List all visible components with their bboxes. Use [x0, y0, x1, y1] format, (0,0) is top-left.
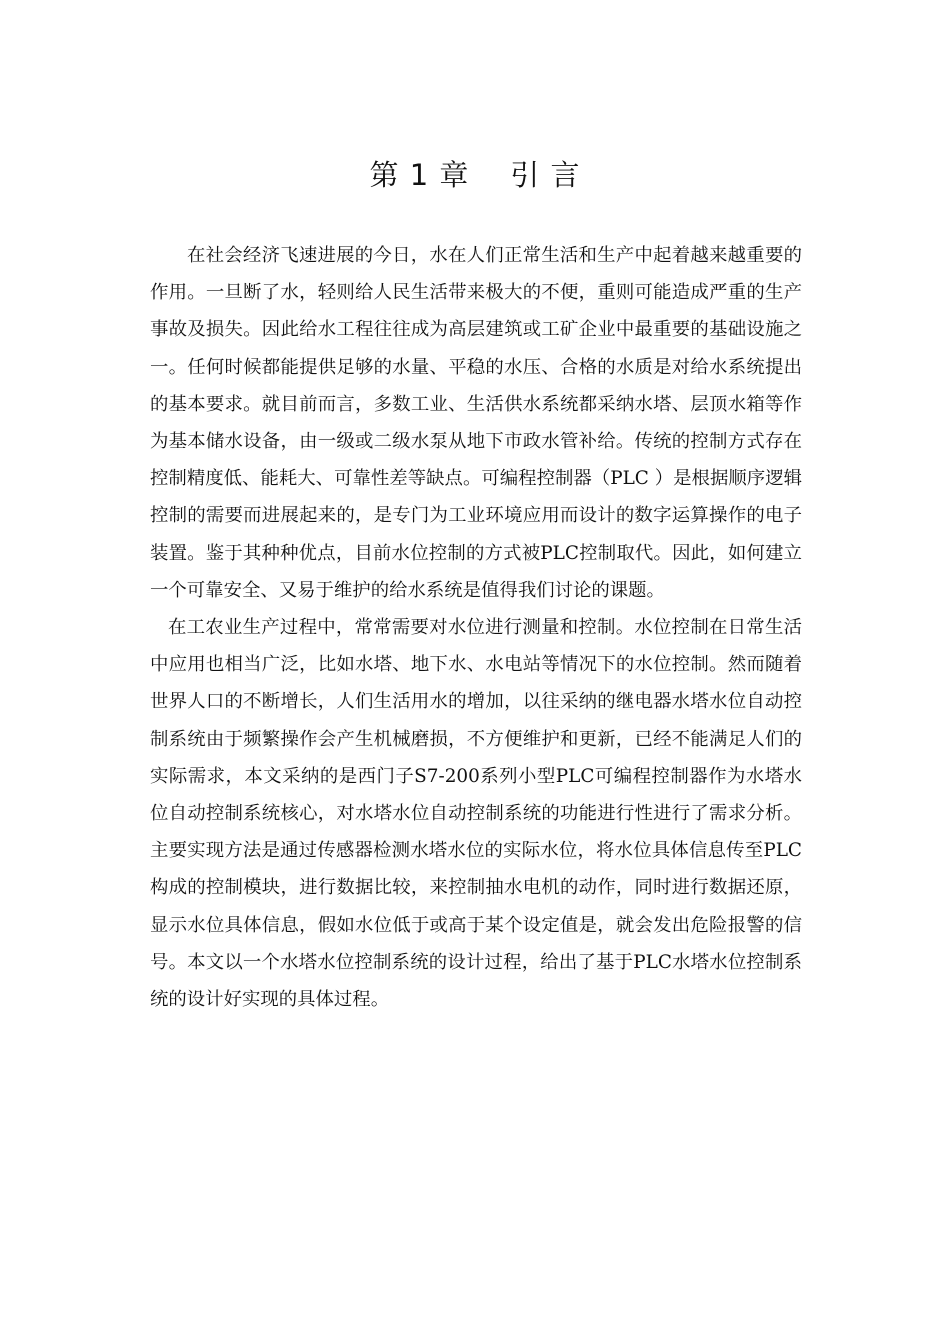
chapter-body	[150, 237, 802, 1018]
paragraph-2: 在工农业生产过程中，常常需要对水位进行测量和控制。水位控制在日常生活中应用也相当广泛，比如水塔、地下水、水电站等情况下的水位控制。然而随着世界人口的不断增长，人们生活用水的增加，以往采纳的继电器水塔水位自动控制系统由于频繁操作会产生机械磨损，不方便维护和更新，已经不能满足人们的实际需求，本文采纳的是西门子S7-200系列小型PLC可编程控制器作为水塔水位自动控制系统核心，对水塔水位自动控制系统的功能进行性进行了需求分析。主要实现方法是通过传感器检测水塔水位的实际水位，将水位具体信息传至PLC构成的控制模块，进行数据比较，来控制抽水电机的动作，同时进行数据还原，显示水位具体信息，假如水位低于或高于某个设定值是，就会发出危险报警的信号。本文以一个水塔水位控制系统的设计过程，给出了基于PLC水塔水位控制系统的设计好实现的具体过程。	[150, 617, 802, 1011]
paragraph-1: 在社会经济飞速进展的今日，水在人们正常生活和生产中起着越来越重要的作用。一旦断了水，轻则给人民生活带来极大的不便，重则可能造成严重的生产事故及损失。因此给水工程往往成为高层建筑或工矿企业中最重要的基础设施之一。任何时候都能提供足够的水量、平稳的水压、合格的水质是对给水系统提出的基本要求。就目前而言，多数工业、生活供水系统都采纳水塔、层顶水箱等作为基本储水设备，由一级或二级水泵从地下市政水管补给。传统的控制方式存在控制精度低、能耗大、可靠性差等缺点。可编程控制器（PLC ）是根据顺序逻辑控制的需要而进展起来的，是专门为工业环境应用而设计的数字运算操作的电子装置。鉴于其种种优点，目前水位控制的方式被PLC控制取代。因此，如何建立一个可靠安全、又易于维护的给水系统是值得我们讨论的课题。	[150, 245, 802, 601]
chapter-title: 第 1 章 引 言	[369, 158, 581, 192]
